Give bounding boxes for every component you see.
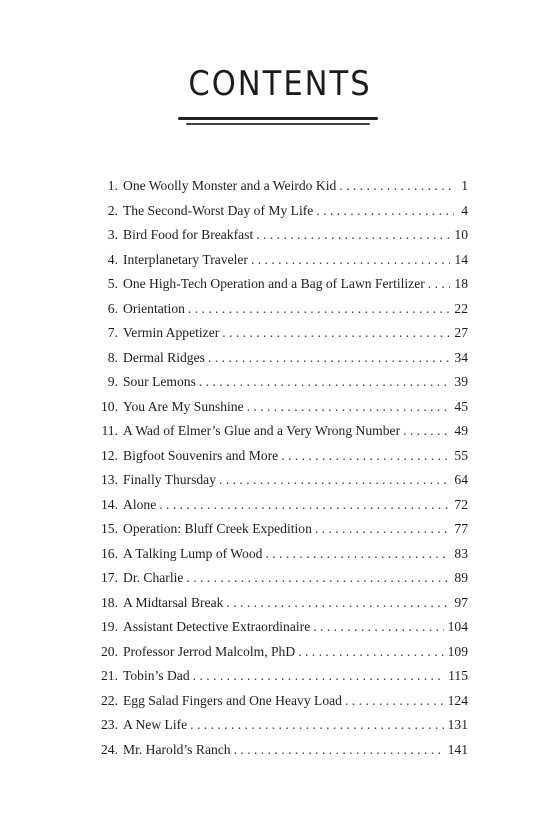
dot-leader: [313, 619, 443, 635]
chapter-number: 16.: [101, 545, 118, 561]
page-number: 55: [454, 447, 468, 463]
chapter-number: 7.: [107, 325, 118, 340]
page-number: 4: [461, 202, 468, 218]
dot-leader: [190, 717, 443, 733]
dot-leader: [219, 472, 450, 488]
chapter-title: Mr. Harold’s Ranch: [123, 741, 231, 757]
chapter-title: One Woolly Monster and a Weirdo Kid: [123, 178, 337, 193]
page-number: 64: [454, 472, 468, 487]
dot-leader: [256, 227, 450, 243]
chapter-title: Finally Thursday: [123, 472, 217, 487]
page-number: 104: [447, 619, 468, 634]
chapter-number: 20.: [101, 643, 118, 659]
page-number: 83: [454, 545, 468, 561]
chapter-title: Interplanetary Traveler: [123, 251, 248, 267]
page-number: 49: [454, 423, 468, 438]
dot-leader: [226, 595, 450, 611]
chapter-number: 21.: [101, 668, 118, 683]
toc-entry: [96, 203, 468, 228]
toc-entry: [96, 325, 468, 350]
page-number: 34: [454, 349, 468, 365]
page-number: 10: [454, 227, 468, 242]
toc-entry: [96, 301, 468, 326]
dot-leader: [251, 252, 450, 268]
chapter-title: Bird Food for Breakfast: [123, 227, 254, 242]
toc-entry: [96, 276, 468, 301]
toc-entry: [96, 546, 468, 571]
page-number: 77: [454, 521, 468, 536]
page-number: 89: [454, 570, 468, 585]
dot-leader: [315, 521, 451, 537]
toc-entry: [96, 595, 468, 620]
toc-entry: [96, 619, 468, 644]
chapter-number: 22.: [101, 692, 118, 708]
dot-leader: [188, 301, 450, 317]
chapter-number: 11.: [101, 423, 118, 438]
chapter-number: 14.: [101, 496, 118, 512]
chapter-number: 6.: [107, 300, 118, 316]
chapter-number: 5.: [107, 276, 118, 291]
toc-entry: [96, 521, 468, 546]
chapter-title: The Second-Worst Day of My Life: [123, 202, 314, 218]
page-number: 72: [454, 496, 468, 512]
page-number: 22: [454, 300, 468, 316]
dot-leader: [428, 276, 451, 292]
dot-leader: [193, 668, 444, 684]
toc-entry: [96, 448, 468, 473]
chapter-title: Operation: Bluff Creek Expedition: [123, 521, 312, 536]
page-number: 1: [461, 178, 468, 193]
toc-entry: [96, 472, 468, 497]
chapter-number: 8.: [107, 349, 118, 365]
chapter-title: You Are My Sunshine: [123, 398, 244, 414]
chapter-title: Assistant Detective Extraordinaire: [123, 619, 311, 634]
toc-entry: [96, 374, 468, 399]
chapter-number: 1.: [107, 178, 118, 193]
chapter-title: Orientation: [123, 300, 185, 316]
dot-leader: [247, 399, 451, 415]
chapter-number: 12.: [101, 447, 118, 463]
chapter-title: Professor Jerrod Malcolm, PhD: [123, 643, 296, 659]
dot-leader: [208, 350, 450, 366]
chapter-title: Bigfoot Souvenirs and More: [123, 447, 279, 463]
chapter-title: Dermal Ridges: [123, 349, 205, 365]
page-number: 115: [448, 668, 468, 683]
chapter-title: Tobin’s Dad: [123, 668, 190, 683]
chapter-number: 17.: [101, 570, 118, 585]
chapter-number: 13.: [101, 472, 118, 487]
toc-entry: [96, 227, 468, 252]
chapter-title: Egg Salad Fingers and One Heavy Load: [123, 692, 342, 708]
toc-entry: [96, 644, 468, 669]
title-underline-secondary: [186, 123, 370, 125]
dot-leader: [234, 742, 444, 758]
dot-leader: [222, 325, 450, 341]
toc-entry: [96, 178, 468, 203]
dot-leader: [199, 374, 451, 390]
chapter-title: One High-Tech Operation and a Bag of Lawn Fertilizer: [123, 276, 425, 291]
chapter-title: Dr. Charlie: [123, 570, 184, 585]
dot-leader: [345, 693, 444, 709]
toc-entry: [96, 423, 468, 448]
page-number: 124: [447, 692, 468, 708]
toc-entry: [96, 693, 468, 718]
page-number: 141: [447, 741, 468, 757]
chapter-title: A New Life: [123, 717, 188, 732]
toc-entry: [96, 742, 468, 767]
dot-leader: [159, 497, 450, 513]
chapter-title: Sour Lemons: [123, 374, 196, 389]
chapter-number: 2.: [107, 202, 118, 218]
chapter-number: 15.: [101, 521, 118, 536]
chapter-number: 10.: [101, 398, 118, 414]
page-number: 18: [454, 276, 468, 291]
chapter-title: Vermin Appetizer: [123, 325, 220, 340]
chapter-title: Alone: [123, 496, 157, 512]
toc-entry: [96, 668, 468, 693]
dot-leader: [186, 570, 450, 586]
toc-entry: [96, 350, 468, 375]
page-number: 97: [454, 594, 468, 610]
chapter-number: 24.: [101, 741, 118, 757]
page-number: 39: [454, 374, 468, 389]
page-number: 27: [454, 325, 468, 340]
toc-entry: [96, 497, 468, 522]
page-number: 45: [454, 398, 468, 414]
chapter-number: 18.: [101, 594, 118, 610]
chapter-title: A Talking Lump of Wood: [123, 545, 263, 561]
page-number: 131: [447, 717, 468, 732]
page-number: 14: [454, 251, 468, 267]
dot-leader: [339, 178, 454, 194]
page-title: CONTENTS: [188, 64, 372, 104]
dot-leader: [281, 448, 450, 464]
chapter-number: 4.: [107, 251, 118, 267]
chapter-number: 3.: [107, 227, 118, 242]
chapter-title: A Midtarsal Break: [123, 594, 224, 610]
chapter-number: 9.: [107, 374, 118, 389]
chapter-number: 19.: [101, 619, 118, 634]
chapter-title: A Wad of Elmer’s Glue and a Very Wrong Number: [123, 423, 401, 438]
chapter-number: 23.: [101, 717, 118, 732]
dot-leader: [403, 423, 450, 439]
title-underline: [178, 117, 378, 120]
dot-leader: [265, 546, 450, 562]
dot-leader: [316, 203, 454, 219]
toc-entry: [96, 717, 468, 742]
toc-entry: [96, 399, 468, 424]
toc-entry: [96, 570, 468, 595]
dot-leader: [298, 644, 443, 660]
toc-entry: [96, 252, 468, 277]
table-of-contents: [96, 178, 468, 766]
page-number: 109: [447, 643, 468, 659]
